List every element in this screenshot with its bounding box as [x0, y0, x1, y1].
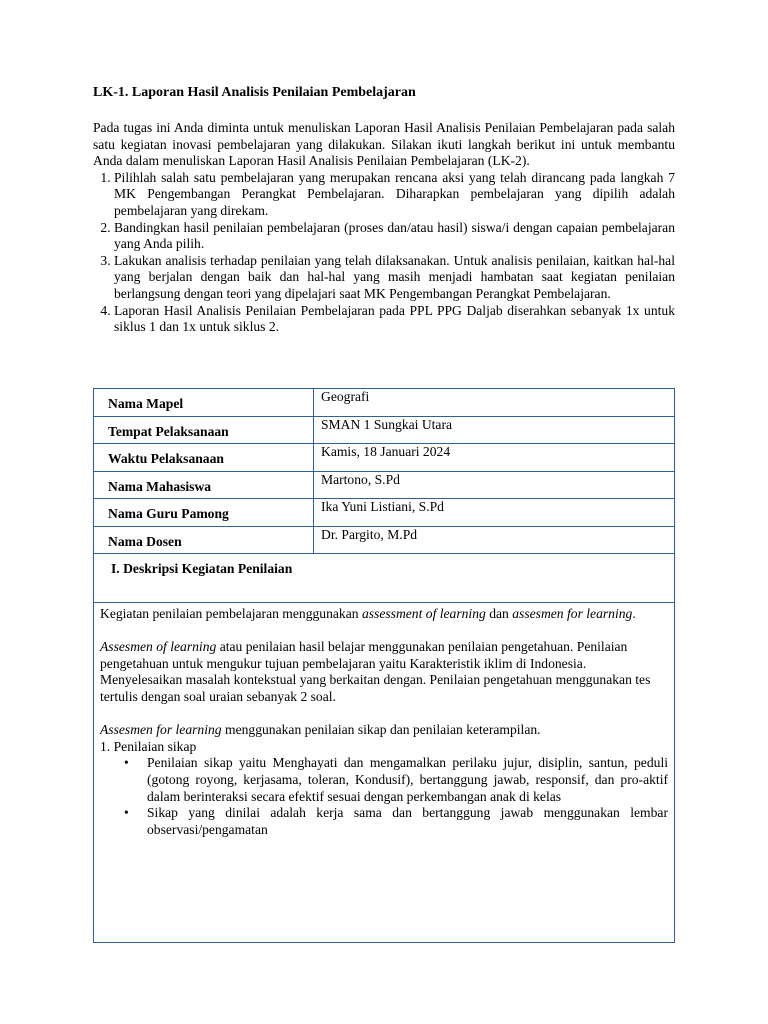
form-row-tempat — [94, 416, 675, 444]
desc-paragraph-1 — [100, 606, 668, 623]
intro-paragraph: Pada tugas ini Anda diminta untuk menuliskan Laporan Hasil Analisis Penilaian Pembelajaran pada salah satu kegiatan inovasi pembelajaran yang dilakukan. Silakan ikuti langkah berikut ini untuk membantu Anda dalam menuliskan Laporan Hasil Analisis Penilaian Pembelajaran (LK-2). — [93, 120, 675, 169]
form-label: Nama Guru Pamong — [94, 499, 314, 527]
desc-paragraph-2 — [100, 639, 668, 705]
text-span: menggunakan penilaian sikap dan penilaian keterampilan. — [221, 722, 541, 738]
steps-list — [93, 170, 675, 336]
desc-paragraph-3 — [100, 722, 668, 739]
section-title: I. Deskripsi Kegiatan Penilaian — [94, 554, 675, 603]
italic-term: assesmen for learning — [512, 606, 633, 621]
italic-term: Assesmen for learning — [100, 722, 222, 738]
form-value: Martono, S.Pd — [314, 471, 675, 499]
spacer — [100, 706, 668, 723]
bullet-item: • Penilaian sikap yaitu Menghayati dan mengamalkan perilaku jujur, disiplin, santun, peduli (gotong royong, kerjasama, toleran, Kondusif), bertanggung jawab, responsif, dan pro-aktif dalam berinteraksi secara efektif sesuai dengan perkembangan anak di kelas — [147, 755, 668, 805]
form-label: Tempat Pelaksanaan — [94, 416, 314, 444]
form-label: Nama Mahasiswa — [94, 471, 314, 499]
form-value: Ika Yuni Listiani, S.Pd — [314, 499, 675, 527]
text-span: atau penilaian hasil belajar menggunakan penilaian pengetahuan. Penilaian pengetahuan untuk mengukur tujuan pembelajaran yaitu Karakteristik iklim di Indonesia. Menyelesaikan masalah kontekstual yang berkaitan dengan. Penilaian pengetahuan menggunakan tes tertulis dengan soal uraian sebanyak 2 soal. — [100, 639, 651, 704]
italic-term: Assesmen of learning — [100, 639, 217, 655]
step-item: 1. Pilihlah salah satu pembelajaran yang merupakan rencana aksi yang telah dirancang pada langkah 7 MK Pengembangan Perangkat Pembelajaran. Diharapkan pembelajaran yang dipilih adalah pembelajaran yang direkam. — [114, 170, 675, 220]
form-label: Nama Mapel — [94, 389, 314, 417]
form-value: SMAN 1 Sungkai Utara — [314, 416, 675, 444]
text-span: dan — [485, 606, 513, 621]
bullet-item: • Sikap yang dinilai adalah kerja sama dan bertanggung jawab menggunakan lembar observasi/pengamatan — [147, 805, 668, 838]
bullet-list — [100, 755, 668, 838]
step-item: 4. Laporan Hasil Analisis Penilaian Pembelajaran pada PPL PPG Daljab diserahkan sebanyak 1x untuk siklus 1 dan 1x untuk siklus 2. — [114, 303, 675, 336]
form-value: Kamis, 18 Januari 2024 — [314, 444, 675, 472]
report-form-table — [93, 388, 675, 943]
step-item: 3. Lakukan analisis terhadap penilaian yang telah dilaksanakan. Untuk analisis penilaian, kaitkan hal-hal yang berjalan dengan baik dan hal-hal yang masih menjadi hambatan saat kegiatan penilaian berlangsung dengan teori yang dipelajari saat MK Pengembangan Perangkat Pembelajaran. — [114, 253, 675, 303]
form-row-mahasiswa — [94, 471, 675, 499]
document-title: LK-1. Laporan Hasil Analisis Penilaian Pembelajaran — [93, 85, 416, 100]
section-header-row — [94, 554, 675, 603]
text-span: Kegiatan penilaian pembelajaran menggunakan — [100, 606, 362, 621]
form-value: Dr. Pargito, M.Pd — [314, 526, 675, 554]
instructions — [93, 120, 675, 336]
sub-heading: 1. Penilaian sikap — [100, 738, 197, 754]
form-row-dosen — [94, 526, 675, 554]
italic-term: assessment of learning — [361, 606, 486, 621]
form-row-waktu — [94, 444, 675, 472]
text-span: . — [632, 606, 636, 621]
form-row-guru-pamong — [94, 499, 675, 527]
step-item: 2. Bandingkan hasil penilaian pembelajaran (proses dan/atau hasil) siswa/i dengan capaian pembelajaran yang Anda pilih. — [114, 220, 675, 253]
form-value: Geografi — [314, 389, 675, 417]
spacer — [100, 623, 668, 640]
description-cell — [94, 603, 675, 943]
form-label: Waktu Pelaksanaan — [94, 444, 314, 472]
form-label: Nama Dosen — [94, 526, 314, 554]
form-row-mapel — [94, 389, 675, 417]
description-row — [94, 603, 675, 943]
